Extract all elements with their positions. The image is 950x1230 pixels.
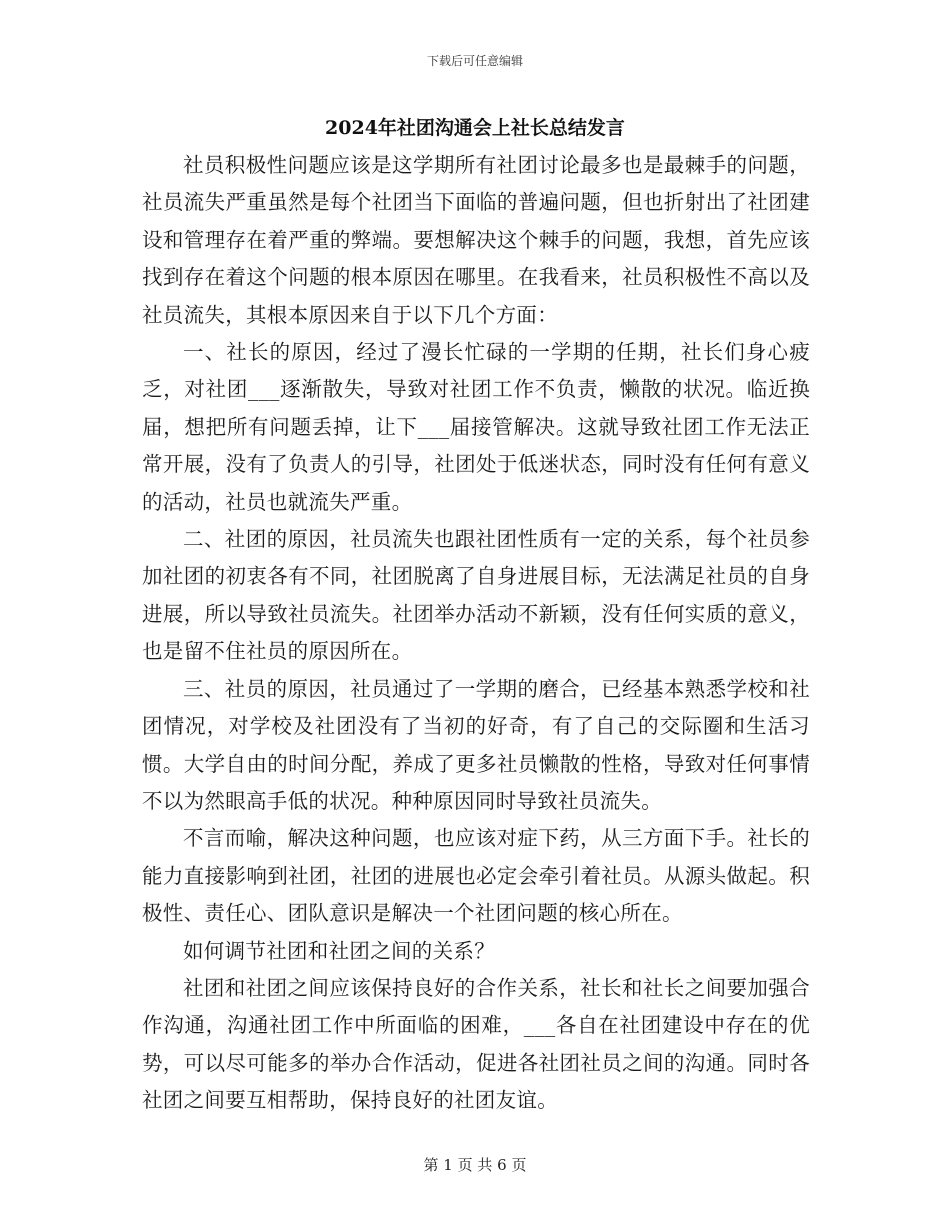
paragraph-intro: 社员积极性问题应该是这学期所有社团讨论最多也是最棘手的问题，社员流失严重虽然是每个社团当下面临的普遍问题，但也折射出了社团建设和管理存在着严重的弊端。要想解决这个棘手的问题，我想，首先应该找到存在着这个问题的根本原因在哪里。在我看来，社员积极性不高以及社员流失，其根本原因来自于以下几个方面： [142, 153, 810, 327]
paragraph-cooperation: 社团和社团之间应该保持良好的合作关系，社长和社长之间要加强合作沟通，沟通社团工作中所面临的困难，___各自在社团建设中存在的优势，可以尽可能多的举办合作活动，促进各社团社员之间的沟通。同时各社团之间要互相帮助，保持良好的社团友谊。 [142, 975, 810, 1113]
page-number-footer: 第 1 页 共 6 页 [423, 1156, 527, 1174]
page-header-note: 下载后可任意编辑 [426, 54, 523, 68]
paragraph-solution: 不言而喻，解决这种问题，也应该对症下药，从三方面下手。社长的能力直接影响到社团，社团的进展也必定会牵引着社员。从源头做起。积极性、责任心、团队意识是解决一个社团问题的核心所在。 [142, 826, 810, 926]
document-title: 2024年社团沟通会上社长总结发言 [325, 117, 625, 139]
paragraph-reason-member: 三、社员的原因，社员通过了一学期的磨合，已经基本熟悉学校和社团情况，对学校及社团没有了当初的好奇，有了自己的交际圈和生活习惯。大学自由的时间分配，养成了更多社员懒散的性格，导致对任何事情不以为然眼高手低的状况。种种原因同时导致社员流失。 [142, 676, 810, 813]
document-body [142, 147, 810, 1120]
paragraph-reason-president: 一、社长的原因，经过了漫长忙碌的一学期的任期，社长们身心疲乏，对社团___逐渐散失，导致对社团工作不负责，懒散的状况。临近换届，想把所有问题丢掉，让下___届接管解决。这就导致社团工作无法正常开展，没有了负责人的引导，社团处于低迷状态，同时没有任何有意义的活动，社员也就流失严重。 [142, 340, 810, 514]
paragraph-reason-club: 二、社团的原因，社员流失也跟社团性质有一定的关系，每个社员参加社团的初衷各有不同，社团脱离了自身进展目标，无法满足社员的自身进展，所以导致社员流失。社团举办活动不新颖，没有任何实质的意义，也是留不住社员的原因所在。 [142, 527, 810, 664]
paragraph-question: 如何调节社团和社团之间的关系？ [183, 938, 495, 963]
